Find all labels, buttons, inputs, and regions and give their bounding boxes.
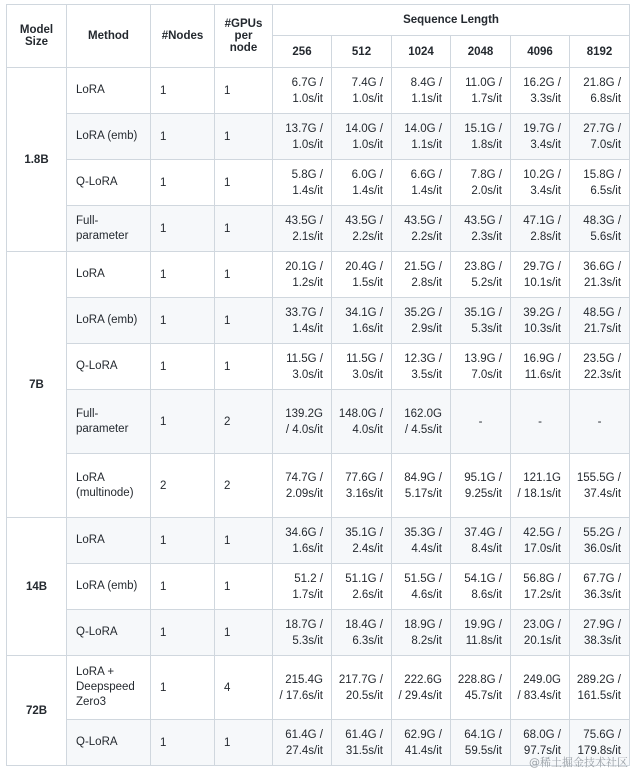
measurement-cell: 61.4G / 31.5s/it — [332, 720, 392, 766]
table-row — [7, 206, 630, 252]
nodes-cell: 1 — [151, 160, 215, 206]
measurement-cell: 222.6G / 29.4s/it — [392, 656, 451, 720]
measurement-cell: 64.1G / 59.5s/it — [451, 720, 511, 766]
measurement-cell: 289.2G / 161.5s/it — [570, 656, 630, 720]
watermark: @稀土掘金技术社区 — [529, 756, 628, 769]
method-cell: LoRA — [67, 68, 151, 114]
measurement-cell: 13.9G / 7.0s/it — [451, 344, 511, 390]
measurement-cell: 7.8G / 2.0s/it — [451, 160, 511, 206]
table-body — [7, 68, 630, 766]
measurement-cell: 21.5G / 2.8s/it — [392, 252, 451, 298]
gpus-cell: 1 — [215, 518, 273, 564]
measurement-cell: 15.8G / 6.5s/it — [570, 160, 630, 206]
method-cell: LoRA (emb) — [67, 564, 151, 610]
measurement-cell: 6.7G / 1.0s/it — [273, 68, 332, 114]
header-length-8192: 8192 — [570, 36, 630, 68]
measurement-cell: 20.4G / 1.5s/it — [332, 252, 392, 298]
gpus-cell: 2 — [215, 454, 273, 518]
gpus-cell: 1 — [215, 610, 273, 656]
measurement-cell: 33.7G / 1.4s/it — [273, 298, 332, 344]
measurement-cell: 34.1G / 1.6s/it — [332, 298, 392, 344]
measurement-cell: 6.6G / 1.4s/it — [392, 160, 451, 206]
measurement-cell: 18.9G / 8.2s/it — [392, 610, 451, 656]
measurement-cell: 54.1G / 8.6s/it — [451, 564, 511, 610]
gpus-cell: 1 — [215, 720, 273, 766]
table-row — [7, 344, 630, 390]
measurement-cell: 15.1G / 1.8s/it — [451, 114, 511, 160]
measurement-cell: 19.9G / 11.8s/it — [451, 610, 511, 656]
method-cell: LoRA + Deepspeed Zero3 — [67, 656, 151, 720]
header-sequence-length: Sequence Length — [273, 5, 630, 36]
nodes-cell: 1 — [151, 564, 215, 610]
measurement-cell: 217.7G / 20.5s/it — [332, 656, 392, 720]
header-length-4096: 4096 — [511, 36, 570, 68]
model-size-cell: 7B — [7, 252, 67, 518]
measurement-cell: 7.4G / 1.0s/it — [332, 68, 392, 114]
measurement-cell: 11.5G / 3.0s/it — [273, 344, 332, 390]
measurement-cell: 215.4G / 17.6s/it — [273, 656, 332, 720]
header-gpus-per-node: #GPUs per node — [215, 5, 273, 68]
measurement-cell: 51.2 / 1.7s/it — [273, 564, 332, 610]
measurement-cell: 8.4G / 1.1s/it — [392, 68, 451, 114]
measurement-cell: 21.8G / 6.8s/it — [570, 68, 630, 114]
header-length-1024: 1024 — [392, 36, 451, 68]
measurement-cell: 14.0G / 1.1s/it — [392, 114, 451, 160]
measurement-cell: 155.5G / 37.4s/it — [570, 454, 630, 518]
measurement-cell: 23.0G / 20.1s/it — [511, 610, 570, 656]
gpus-cell: 1 — [215, 206, 273, 252]
method-cell: LoRA (emb) — [67, 298, 151, 344]
measurement-cell: - — [451, 390, 511, 454]
nodes-cell: 1 — [151, 518, 215, 564]
measurement-cell: 84.9G / 5.17s/it — [392, 454, 451, 518]
table-row — [7, 518, 630, 564]
measurement-cell: 75.6G / 179.8s/it — [570, 720, 630, 766]
nodes-cell: 1 — [151, 206, 215, 252]
measurement-cell: 35.3G / 4.4s/it — [392, 518, 451, 564]
header-model-size: Model Size — [7, 5, 67, 68]
method-cell: Q-LoRA — [67, 160, 151, 206]
gpus-cell: 4 — [215, 656, 273, 720]
measurement-cell: 35.1G / 5.3s/it — [451, 298, 511, 344]
table-row — [7, 656, 630, 720]
table-row — [7, 564, 630, 610]
table-header — [7, 5, 630, 68]
measurement-cell: 42.5G / 17.0s/it — [511, 518, 570, 564]
method-cell: Q-LoRA — [67, 344, 151, 390]
measurement-cell: 77.6G / 3.16s/it — [332, 454, 392, 518]
method-cell: LoRA — [67, 252, 151, 298]
benchmark-table — [6, 4, 630, 766]
measurement-cell: 51.5G / 4.6s/it — [392, 564, 451, 610]
measurement-cell: 23.8G / 5.2s/it — [451, 252, 511, 298]
measurement-cell: 11.0G / 1.7s/it — [451, 68, 511, 114]
header-method: Method — [67, 5, 151, 68]
gpus-cell: 1 — [215, 344, 273, 390]
method-cell: LoRA (emb) — [67, 114, 151, 160]
model-size-cell: 72B — [7, 656, 67, 766]
measurement-cell: 6.0G / 1.4s/it — [332, 160, 392, 206]
table-row — [7, 252, 630, 298]
gpus-cell: 1 — [215, 298, 273, 344]
measurement-cell: 14.0G / 1.0s/it — [332, 114, 392, 160]
measurement-cell: 43.5G / 2.2s/it — [332, 206, 392, 252]
nodes-cell: 1 — [151, 252, 215, 298]
method-cell: LoRA (multinode) — [67, 454, 151, 518]
gpus-cell: 1 — [215, 114, 273, 160]
model-size-cell: 1.8B — [7, 68, 67, 252]
measurement-cell: 18.7G / 5.3s/it — [273, 610, 332, 656]
measurement-cell: 61.4G / 27.4s/it — [273, 720, 332, 766]
measurement-cell: 19.7G / 3.4s/it — [511, 114, 570, 160]
nodes-cell: 1 — [151, 720, 215, 766]
measurement-cell: 47.1G / 2.8s/it — [511, 206, 570, 252]
method-cell: Q-LoRA — [67, 610, 151, 656]
measurement-cell: 48.3G / 5.6s/it — [570, 206, 630, 252]
table-row — [7, 454, 630, 518]
measurement-cell: 16.2G / 3.3s/it — [511, 68, 570, 114]
gpus-cell: 1 — [215, 252, 273, 298]
header-length-256: 256 — [273, 36, 332, 68]
measurement-cell: 121.1G / 18.1s/it — [511, 454, 570, 518]
measurement-cell: 27.9G / 38.3s/it — [570, 610, 630, 656]
table-row — [7, 160, 630, 206]
measurement-cell: 35.1G / 2.4s/it — [332, 518, 392, 564]
measurement-cell: 5.8G / 1.4s/it — [273, 160, 332, 206]
measurement-cell: 249.0G / 83.4s/it — [511, 656, 570, 720]
measurement-cell: 67.7G / 36.3s/it — [570, 564, 630, 610]
method-cell: LoRA — [67, 518, 151, 564]
gpus-cell: 1 — [215, 160, 273, 206]
measurement-cell: 13.7G / 1.0s/it — [273, 114, 332, 160]
gpus-cell: 1 — [215, 564, 273, 610]
gpus-cell: 2 — [215, 390, 273, 454]
header-nodes: #Nodes — [151, 5, 215, 68]
measurement-cell: 55.2G / 36.0s/it — [570, 518, 630, 564]
measurement-cell: 48.5G / 21.7s/it — [570, 298, 630, 344]
header-length-512: 512 — [332, 36, 392, 68]
measurement-cell: 23.5G / 22.3s/it — [570, 344, 630, 390]
nodes-cell: 1 — [151, 344, 215, 390]
table-row — [7, 610, 630, 656]
measurement-cell: 36.6G / 21.3s/it — [570, 252, 630, 298]
table-row — [7, 114, 630, 160]
method-cell: Full-parameter — [67, 390, 151, 454]
measurement-cell: 139.2G / 4.0s/it — [273, 390, 332, 454]
table-row — [7, 68, 630, 114]
nodes-cell: 2 — [151, 454, 215, 518]
measurement-cell: 95.1G / 9.25s/it — [451, 454, 511, 518]
nodes-cell: 1 — [151, 610, 215, 656]
measurement-cell: 62.9G / 41.4s/it — [392, 720, 451, 766]
measurement-cell: 18.4G / 6.3s/it — [332, 610, 392, 656]
measurement-cell: 35.2G / 2.9s/it — [392, 298, 451, 344]
method-cell: Q-LoRA — [67, 720, 151, 766]
gpus-cell: 1 — [215, 68, 273, 114]
measurement-cell: 16.9G / 11.6s/it — [511, 344, 570, 390]
measurement-cell: 10.2G / 3.4s/it — [511, 160, 570, 206]
measurement-cell: 34.6G / 1.6s/it — [273, 518, 332, 564]
header-length-2048: 2048 — [451, 36, 511, 68]
table-row — [7, 390, 630, 454]
measurement-cell: 39.2G / 10.3s/it — [511, 298, 570, 344]
measurement-cell: 43.5G / 2.2s/it — [392, 206, 451, 252]
nodes-cell: 1 — [151, 114, 215, 160]
measurement-cell: 51.1G / 2.6s/it — [332, 564, 392, 610]
measurement-cell: - — [511, 390, 570, 454]
measurement-cell: 228.8G / 45.7s/it — [451, 656, 511, 720]
measurement-cell: 12.3G / 3.5s/it — [392, 344, 451, 390]
measurement-cell: 74.7G / 2.09s/it — [273, 454, 332, 518]
nodes-cell: 1 — [151, 298, 215, 344]
measurement-cell: 43.5G / 2.1s/it — [273, 206, 332, 252]
nodes-cell: 1 — [151, 68, 215, 114]
method-cell: Full-parameter — [67, 206, 151, 252]
measurement-cell: 162.0G / 4.5s/it — [392, 390, 451, 454]
measurement-cell: 43.5G / 2.3s/it — [451, 206, 511, 252]
measurement-cell: 29.7G / 10.1s/it — [511, 252, 570, 298]
table-row — [7, 298, 630, 344]
measurement-cell: 37.4G / 8.4s/it — [451, 518, 511, 564]
nodes-cell: 1 — [151, 656, 215, 720]
measurement-cell: 27.7G / 7.0s/it — [570, 114, 630, 160]
measurement-cell: 11.5G / 3.0s/it — [332, 344, 392, 390]
nodes-cell: 1 — [151, 390, 215, 454]
model-size-cell: 14B — [7, 518, 67, 656]
measurement-cell: 20.1G / 1.2s/it — [273, 252, 332, 298]
measurement-cell: 56.8G / 17.2s/it — [511, 564, 570, 610]
measurement-cell: 148.0G / 4.0s/it — [332, 390, 392, 454]
measurement-cell: 68.0G / 97.7s/it — [511, 720, 570, 766]
measurement-cell: - — [570, 390, 630, 454]
